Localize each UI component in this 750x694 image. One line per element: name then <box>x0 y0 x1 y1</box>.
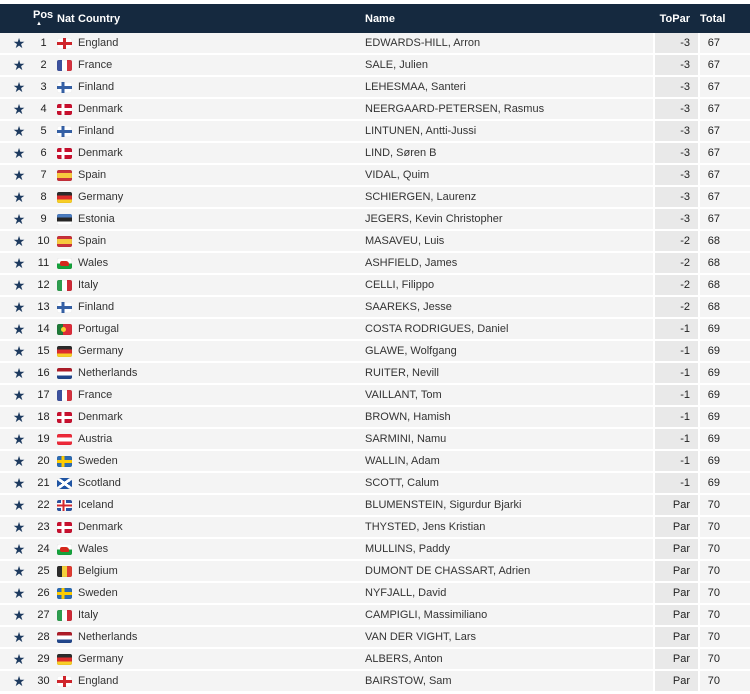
row-name: CELLI, Filippo <box>365 279 435 291</box>
row-country: Wales <box>78 543 109 555</box>
favorite-star-icon[interactable]: ★ <box>12 189 26 205</box>
table-row[interactable] <box>0 451 750 473</box>
row-country: Finland <box>78 125 115 137</box>
favorite-star-icon[interactable]: ★ <box>12 585 26 601</box>
row-topar: Par <box>653 495 700 515</box>
row-pos: 13 <box>37 301 50 313</box>
row-topar: -2 <box>653 275 700 295</box>
row-pos: 17 <box>37 389 50 401</box>
row-topar: -3 <box>653 187 700 207</box>
row-pos: 10 <box>37 235 50 247</box>
flag-denmark-icon <box>57 522 72 533</box>
row-topar: -1 <box>653 385 700 405</box>
flag-finland-icon <box>57 302 72 313</box>
favorite-star-icon[interactable]: ★ <box>12 277 26 293</box>
flag-spain-icon <box>57 236 72 247</box>
row-pos: 19 <box>37 433 50 445</box>
row-total: 67 <box>707 125 720 137</box>
row-nat <box>54 191 78 203</box>
column-header-pos-label: Pos <box>33 9 54 21</box>
favorite-star-icon[interactable]: ★ <box>12 431 26 447</box>
column-header-country[interactable]: Country <box>78 12 121 25</box>
row-topar: -1 <box>653 407 700 427</box>
row-country: Portugal <box>78 323 119 335</box>
column-header-topar[interactable]: ToPar <box>659 12 690 25</box>
row-topar: -1 <box>653 363 700 383</box>
row-name: LEHESMAA, Santeri <box>365 81 466 93</box>
row-name: GLAWE, Wolfgang <box>365 345 457 357</box>
row-pos: 26 <box>37 587 50 599</box>
row-country: Belgium <box>78 565 118 577</box>
flag-italy-icon <box>57 610 72 621</box>
row-total: 69 <box>707 367 720 379</box>
favorite-star-icon[interactable]: ★ <box>12 299 26 315</box>
favorite-star-icon[interactable]: ★ <box>12 365 26 381</box>
row-name: EDWARDS-HILL, Arron <box>365 37 481 49</box>
row-country: France <box>78 59 113 71</box>
row-total: 67 <box>707 147 720 159</box>
row-name: ASHFIELD, James <box>365 257 458 269</box>
row-pos: 7 <box>40 169 47 181</box>
table-row[interactable] <box>0 319 750 341</box>
table-row[interactable] <box>0 121 750 143</box>
row-country: England <box>78 37 119 49</box>
row-country: Denmark <box>78 411 123 423</box>
row-nat <box>54 103 78 115</box>
flag-denmark-icon <box>57 104 72 115</box>
favorite-star-icon[interactable]: ★ <box>12 629 26 645</box>
row-country: Italy <box>78 279 99 291</box>
row-name: NYFJALL, David <box>365 587 447 599</box>
row-country: Germany <box>78 345 124 357</box>
row-nat <box>54 59 78 71</box>
row-name: BROWN, Hamish <box>365 411 451 423</box>
row-nat <box>54 257 78 269</box>
row-total: 67 <box>707 81 720 93</box>
row-pos: 6 <box>40 147 47 159</box>
table-row[interactable] <box>0 165 750 187</box>
row-topar: -1 <box>653 473 700 493</box>
row-pos: 23 <box>37 521 50 533</box>
row-total: 69 <box>707 345 720 357</box>
flag-netherlands-icon <box>57 368 72 379</box>
favorite-star-icon[interactable]: ★ <box>12 233 26 249</box>
row-nat <box>54 565 78 577</box>
row-topar: -2 <box>653 231 700 251</box>
row-pos: 28 <box>37 631 50 643</box>
table-row[interactable] <box>0 33 750 55</box>
row-topar: Par <box>653 539 700 559</box>
row-country: Netherlands <box>78 631 138 643</box>
row-topar: -1 <box>653 429 700 449</box>
row-total: 68 <box>707 301 720 313</box>
favorite-star-icon[interactable]: ★ <box>12 123 26 139</box>
row-name: SAAREKS, Jesse <box>365 301 452 313</box>
row-country: Sweden <box>78 587 118 599</box>
row-pos: 22 <box>37 499 50 511</box>
flag-austria-icon <box>57 434 72 445</box>
row-pos: 18 <box>37 411 50 423</box>
row-country: Austria <box>78 433 113 445</box>
table-row[interactable] <box>0 385 750 407</box>
flag-denmark-icon <box>57 148 72 159</box>
leaderboard-body <box>0 33 750 693</box>
flag-france-icon <box>57 60 72 71</box>
row-country: England <box>78 675 119 687</box>
row-country: Wales <box>78 257 109 269</box>
row-pos: 29 <box>37 653 50 665</box>
row-name: COSTA RODRIGUES, Daniel <box>365 323 509 335</box>
table-row[interactable] <box>0 77 750 99</box>
row-total: 70 <box>707 543 720 555</box>
favorite-star-icon[interactable]: ★ <box>12 409 26 425</box>
column-header-name[interactable]: Name <box>365 12 395 25</box>
favorite-star-icon[interactable]: ★ <box>12 541 26 557</box>
row-total: 70 <box>707 675 720 687</box>
row-topar: Par <box>653 649 700 669</box>
row-name: CAMPIGLI, Massimiliano <box>365 609 488 621</box>
row-total: 70 <box>707 653 720 665</box>
row-nat <box>54 323 78 335</box>
row-pos: 20 <box>37 455 50 467</box>
favorite-star-icon[interactable]: ★ <box>12 255 26 271</box>
row-total: 67 <box>707 103 720 115</box>
flag-spain-icon <box>57 170 72 181</box>
favorite-star-icon[interactable]: ★ <box>12 79 26 95</box>
leaderboard-header <box>0 4 750 33</box>
table-row[interactable] <box>0 671 750 693</box>
favorite-star-icon[interactable]: ★ <box>12 453 26 469</box>
row-name: JEGERS, Kevin Christopher <box>365 213 503 225</box>
row-total: 67 <box>707 191 720 203</box>
table-row[interactable] <box>0 473 750 495</box>
table-row[interactable] <box>0 517 750 539</box>
row-nat <box>54 125 78 137</box>
row-nat <box>54 213 78 225</box>
favorite-star-icon[interactable]: ★ <box>12 35 26 51</box>
row-topar: -1 <box>653 451 700 471</box>
row-nat <box>54 345 78 357</box>
row-topar: -3 <box>653 77 700 97</box>
row-nat <box>54 477 78 489</box>
table-row[interactable] <box>0 253 750 275</box>
flag-portugal-icon <box>57 324 72 335</box>
row-nat <box>54 499 78 511</box>
row-country: Iceland <box>78 499 114 511</box>
row-pos: 1 <box>40 37 47 49</box>
favorite-star-icon[interactable]: ★ <box>12 651 26 667</box>
flag-sweden-icon <box>57 456 72 467</box>
row-nat <box>54 631 78 643</box>
row-topar: Par <box>653 605 700 625</box>
row-country: Scotland <box>78 477 121 489</box>
row-name: BLUMENSTEIN, Sigurdur Bjarki <box>365 499 522 511</box>
row-country: France <box>78 389 113 401</box>
row-total: 70 <box>707 565 720 577</box>
row-name: MULLINS, Paddy <box>365 543 450 555</box>
row-total: 70 <box>707 521 720 533</box>
row-pos: 3 <box>40 81 47 93</box>
row-total: 68 <box>707 235 720 247</box>
row-topar: -2 <box>653 253 700 273</box>
row-total: 67 <box>707 169 720 181</box>
favorite-star-icon[interactable]: ★ <box>12 387 26 403</box>
flag-wales-icon <box>57 544 72 555</box>
row-nat <box>54 587 78 599</box>
row-total: 68 <box>707 279 720 291</box>
table-row[interactable] <box>0 187 750 209</box>
row-name: VAN DER VIGHT, Lars <box>365 631 477 643</box>
flag-belgium-icon <box>57 566 72 577</box>
row-nat <box>54 279 78 291</box>
row-topar: Par <box>653 517 700 537</box>
row-nat <box>54 389 78 401</box>
row-pos: 30 <box>37 675 50 687</box>
favorite-star-icon[interactable]: ★ <box>12 145 26 161</box>
table-row[interactable] <box>0 561 750 583</box>
favorite-star-icon[interactable]: ★ <box>12 475 26 491</box>
row-nat <box>54 433 78 445</box>
row-nat <box>54 367 78 379</box>
flag-denmark-icon <box>57 412 72 423</box>
row-total: 68 <box>707 257 720 269</box>
table-row[interactable] <box>0 55 750 77</box>
table-row[interactable] <box>0 539 750 561</box>
row-name: SCOTT, Calum <box>365 477 439 489</box>
row-country: Sweden <box>78 455 118 467</box>
leaderboard <box>0 4 750 693</box>
row-topar: -3 <box>653 33 700 53</box>
table-row[interactable] <box>0 627 750 649</box>
row-name: THYSTED, Jens Kristian <box>365 521 486 533</box>
row-nat <box>54 543 78 555</box>
row-country: Denmark <box>78 103 123 115</box>
row-country: Germany <box>78 653 124 665</box>
flag-iceland-icon <box>57 500 72 511</box>
row-pos: 16 <box>37 367 50 379</box>
table-row[interactable] <box>0 99 750 121</box>
row-total: 69 <box>707 433 720 445</box>
row-name: SARMINI, Namu <box>365 433 447 445</box>
row-nat <box>54 147 78 159</box>
row-nat <box>54 37 78 49</box>
row-total: 69 <box>707 411 720 423</box>
row-topar: -3 <box>653 99 700 119</box>
favorite-star-icon[interactable]: ★ <box>12 343 26 359</box>
flag-england-icon <box>57 38 72 49</box>
table-row[interactable] <box>0 341 750 363</box>
column-header-pos[interactable] <box>33 4 54 33</box>
row-topar: -3 <box>653 55 700 75</box>
flag-england-icon <box>57 676 72 687</box>
row-pos: 15 <box>37 345 50 357</box>
row-nat <box>54 609 78 621</box>
row-nat <box>54 301 78 313</box>
flag-netherlands-icon <box>57 632 72 643</box>
row-name: VIDAL, Quim <box>365 169 430 181</box>
row-name: VAILLANT, Tom <box>365 389 442 401</box>
flag-finland-icon <box>57 82 72 93</box>
table-row[interactable] <box>0 297 750 319</box>
favorite-star-icon[interactable]: ★ <box>12 673 26 689</box>
table-row[interactable] <box>0 363 750 385</box>
row-pos: 8 <box>40 191 47 203</box>
row-name: WALLIN, Adam <box>365 455 440 467</box>
row-total: 70 <box>707 609 720 621</box>
row-pos: 4 <box>40 103 47 115</box>
favorite-star-icon[interactable]: ★ <box>12 211 26 227</box>
favorite-star-icon[interactable]: ★ <box>12 101 26 117</box>
row-country: Denmark <box>78 147 123 159</box>
row-total: 69 <box>707 477 720 489</box>
favorite-star-icon[interactable]: ★ <box>12 321 26 337</box>
row-name: LIND, Søren B <box>365 147 437 159</box>
table-row[interactable] <box>0 209 750 231</box>
row-country: Netherlands <box>78 367 138 379</box>
row-country: Spain <box>78 235 107 247</box>
favorite-star-icon[interactable]: ★ <box>12 57 26 73</box>
row-name: ALBERS, Anton <box>365 653 443 665</box>
row-name: DUMONT DE CHASSART, Adrien <box>365 565 531 577</box>
table-row[interactable] <box>0 429 750 451</box>
row-total: 69 <box>707 389 720 401</box>
row-topar: Par <box>653 671 700 691</box>
row-total: 70 <box>707 631 720 643</box>
row-topar: -3 <box>653 121 700 141</box>
row-name: LINTUNEN, Antti-Jussi <box>365 125 477 137</box>
row-topar: -1 <box>653 341 700 361</box>
table-row[interactable] <box>0 275 750 297</box>
table-row[interactable] <box>0 583 750 605</box>
sort-ascending-icon: ▲ <box>36 21 42 27</box>
row-total: 69 <box>707 455 720 467</box>
flag-sweden-icon <box>57 588 72 599</box>
row-pos: 2 <box>40 59 47 71</box>
flag-germany-icon <box>57 192 72 203</box>
flag-france-icon <box>57 390 72 401</box>
flag-germany-icon <box>57 346 72 357</box>
table-row[interactable] <box>0 231 750 253</box>
row-topar: -3 <box>653 143 700 163</box>
row-name: RUITER, Nevill <box>365 367 439 379</box>
row-nat <box>54 653 78 665</box>
row-topar: -1 <box>653 319 700 339</box>
favorite-star-icon[interactable]: ★ <box>12 563 26 579</box>
row-country: Finland <box>78 81 115 93</box>
flag-estonia-icon <box>57 214 72 225</box>
table-row[interactable] <box>0 605 750 627</box>
row-total: 70 <box>707 499 720 511</box>
row-nat <box>54 235 78 247</box>
row-country: Finland <box>78 301 115 313</box>
row-total: 67 <box>707 213 720 225</box>
flag-scotland-icon <box>57 478 72 489</box>
row-nat <box>54 81 78 93</box>
row-pos: 25 <box>37 565 50 577</box>
row-total: 67 <box>707 37 720 49</box>
row-name: BAIRSTOW, Sam <box>365 675 452 687</box>
row-pos: 27 <box>37 609 50 621</box>
column-header-nat[interactable]: Nat <box>57 12 75 25</box>
row-topar: Par <box>653 583 700 603</box>
row-topar: -2 <box>653 297 700 317</box>
row-total: 69 <box>707 323 720 335</box>
row-pos: 24 <box>37 543 50 555</box>
favorite-star-icon[interactable]: ★ <box>12 607 26 623</box>
row-pos: 9 <box>40 213 47 225</box>
row-pos: 12 <box>37 279 50 291</box>
table-row[interactable] <box>0 143 750 165</box>
row-country: Denmark <box>78 521 123 533</box>
row-pos: 11 <box>37 257 50 269</box>
row-total: 67 <box>707 59 720 71</box>
row-nat <box>54 521 78 533</box>
row-country: Germany <box>78 191 124 203</box>
row-nat <box>54 411 78 423</box>
row-topar: -3 <box>653 209 700 229</box>
row-total: 70 <box>707 587 720 599</box>
row-name: SALE, Julien <box>365 59 428 71</box>
table-row[interactable] <box>0 649 750 671</box>
row-nat <box>54 169 78 181</box>
row-name: SCHIERGEN, Laurenz <box>365 191 477 203</box>
row-pos: 5 <box>40 125 47 137</box>
row-country: Italy <box>78 609 99 621</box>
favorite-star-icon[interactable]: ★ <box>12 167 26 183</box>
row-nat <box>54 455 78 467</box>
row-name: NEERGAARD-PETERSEN, Rasmus <box>365 103 545 115</box>
table-row[interactable] <box>0 495 750 517</box>
flag-italy-icon <box>57 280 72 291</box>
row-name: MASAVEU, Luis <box>365 235 445 247</box>
table-row[interactable] <box>0 407 750 429</box>
column-header-total[interactable]: Total <box>700 12 726 25</box>
row-topar: Par <box>653 561 700 581</box>
row-pos: 14 <box>37 323 50 335</box>
row-country: Spain <box>78 169 107 181</box>
flag-wales-icon <box>57 258 72 269</box>
row-pos: 21 <box>37 477 50 489</box>
row-nat <box>54 675 78 687</box>
favorite-star-icon[interactable]: ★ <box>12 497 26 513</box>
favorite-star-icon[interactable]: ★ <box>12 519 26 535</box>
row-topar: -3 <box>653 165 700 185</box>
row-topar: Par <box>653 627 700 647</box>
row-country: Estonia <box>78 213 115 225</box>
flag-germany-icon <box>57 654 72 665</box>
flag-finland-icon <box>57 126 72 137</box>
